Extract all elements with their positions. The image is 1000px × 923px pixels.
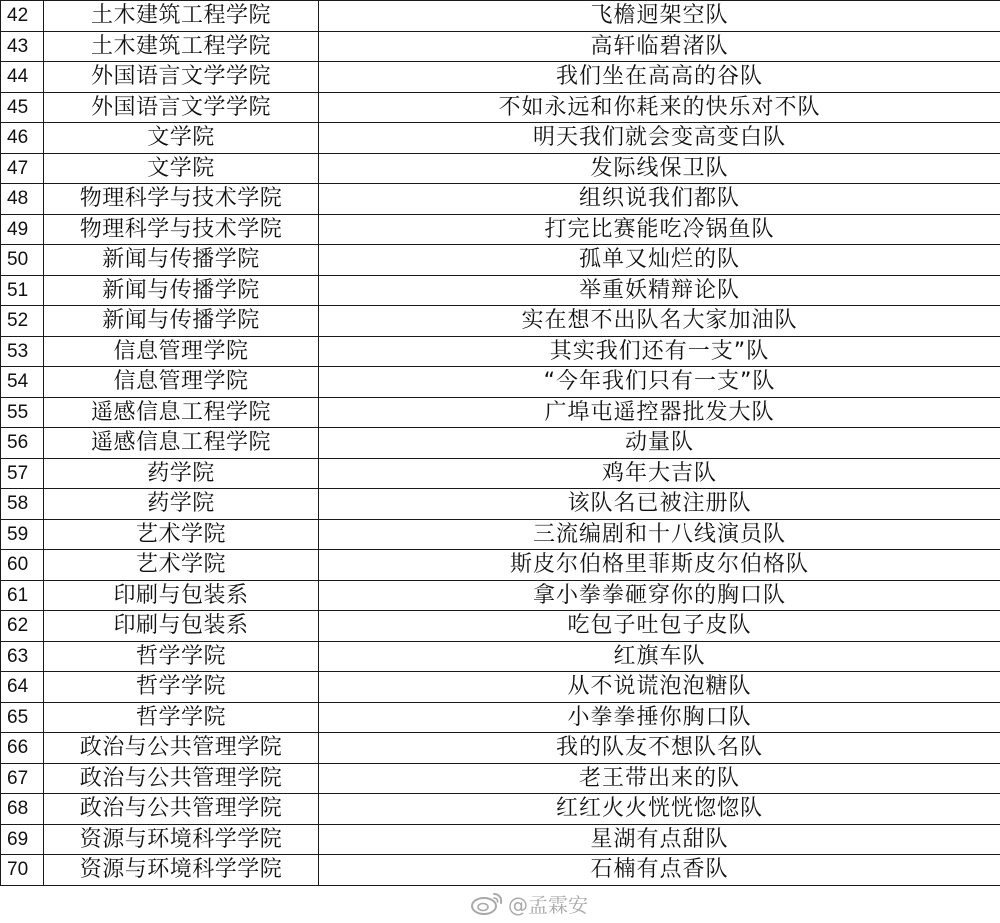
table-row [1, 519, 1000, 550]
college-cell: 遥感信息工程学院 [44, 428, 319, 459]
team-name-cell: 组织说我们都队 [319, 184, 1000, 215]
row-number-cell: 52 [1, 306, 44, 337]
college-cell: 土木建筑工程学院 [44, 1, 319, 32]
college-cell: 资源与环境科学学院 [44, 855, 319, 886]
row-number-cell: 48 [1, 184, 44, 215]
team-name-cell: 老王带出来的队 [319, 763, 1000, 794]
college-cell: 艺术学院 [44, 550, 319, 581]
row-number-cell: 57 [1, 458, 44, 489]
college-cell: 外国语言文学学院 [44, 92, 319, 123]
watermark [470, 888, 588, 918]
team-name-cell: 我的队友不想队名队 [319, 733, 1000, 764]
team-name-cell: 拿小拳拳砸穿你的胸口队 [319, 580, 1000, 611]
college-cell: 新闻与传播学院 [44, 245, 319, 276]
row-number-cell: 51 [1, 275, 44, 306]
row-number-cell: 67 [1, 763, 44, 794]
table-row [1, 672, 1000, 703]
team-name-cell: 明天我们就会变高变白队 [319, 123, 1000, 154]
row-number-cell: 65 [1, 702, 44, 733]
row-number-cell: 60 [1, 550, 44, 581]
college-cell: 哲学学院 [44, 702, 319, 733]
table-row [1, 123, 1000, 154]
table-row [1, 153, 1000, 184]
row-number-cell: 56 [1, 428, 44, 459]
college-cell: 新闻与传播学院 [44, 306, 319, 337]
team-name-cell: 石楠有点香队 [319, 855, 1000, 886]
table-row [1, 458, 1000, 489]
team-name-cell: 吃包子吐包子皮队 [319, 611, 1000, 642]
team-name-cell: 实在想不出队名大家加油队 [319, 306, 1000, 337]
row-number-cell: 49 [1, 214, 44, 245]
college-cell: 文学院 [44, 123, 319, 154]
table-row [1, 550, 1000, 581]
row-number-cell: 66 [1, 733, 44, 764]
table-row [1, 794, 1000, 825]
team-name-cell: 鸡年大吉队 [319, 458, 1000, 489]
team-name-cell: 飞檐迥架空队 [319, 1, 1000, 32]
table-row [1, 31, 1000, 62]
college-cell: 信息管理学院 [44, 367, 319, 398]
table-row [1, 428, 1000, 459]
watermark-text: @孟霖安 [508, 892, 588, 917]
college-cell: 政治与公共管理学院 [44, 733, 319, 764]
row-number-cell: 61 [1, 580, 44, 611]
college-cell: 文学院 [44, 153, 319, 184]
team-name-cell: 孤单又灿烂的队 [319, 245, 1000, 276]
row-number-cell: 43 [1, 31, 44, 62]
row-number-cell: 46 [1, 123, 44, 154]
table-row [1, 214, 1000, 245]
row-number-cell: 54 [1, 367, 44, 398]
row-number-cell: 55 [1, 397, 44, 428]
table-row [1, 855, 1000, 886]
row-number-cell: 42 [1, 1, 44, 32]
row-number-cell: 59 [1, 519, 44, 550]
college-cell: 物理科学与技术学院 [44, 214, 319, 245]
college-cell: 哲学学院 [44, 641, 319, 672]
table-row [1, 397, 1000, 428]
row-number-cell: 47 [1, 153, 44, 184]
team-name-cell: 小拳拳捶你胸口队 [319, 702, 1000, 733]
row-number-cell: 53 [1, 336, 44, 367]
team-name-cell: 动量队 [319, 428, 1000, 459]
college-cell: 印刷与包装系 [44, 611, 319, 642]
team-name-cell: 红红火火恍恍惚惚队 [319, 794, 1000, 825]
college-cell: 政治与公共管理学院 [44, 763, 319, 794]
college-cell: 资源与环境科学学院 [44, 824, 319, 855]
team-name-cell: 我们坐在高高的谷队 [319, 62, 1000, 93]
table-row [1, 489, 1000, 520]
college-cell: 土木建筑工程学院 [44, 31, 319, 62]
table-row [1, 245, 1000, 276]
team-name-cell: 举重妖精辩论队 [319, 275, 1000, 306]
row-number-cell: 63 [1, 641, 44, 672]
college-cell: 外国语言文学学院 [44, 62, 319, 93]
team-name-cell: 打完比赛能吃冷锅鱼队 [319, 214, 1000, 245]
team-name-cell: 广埠屯遥控器批发大队 [319, 397, 1000, 428]
college-cell: 新闻与传播学院 [44, 275, 319, 306]
row-number-cell: 69 [1, 824, 44, 855]
college-cell: 遥感信息工程学院 [44, 397, 319, 428]
college-cell: 政治与公共管理学院 [44, 794, 319, 825]
team-name-cell: “今年我们只有一支”队 [319, 367, 1000, 398]
table-row [1, 306, 1000, 337]
college-cell: 药学院 [44, 489, 319, 520]
table-row [1, 1, 1000, 32]
team-name-cell: 三流编剧和十八线演员队 [319, 519, 1000, 550]
row-number-cell: 44 [1, 62, 44, 93]
row-number-cell: 64 [1, 672, 44, 703]
college-cell: 艺术学院 [44, 519, 319, 550]
table-row [1, 733, 1000, 764]
weibo-logo-icon [470, 890, 504, 916]
team-name-cell: 从不说谎泡泡糖队 [319, 672, 1000, 703]
team-name-cell: 该队名已被注册队 [319, 489, 1000, 520]
team-name-cell: 不如永远和你耗来的快乐对不队 [319, 92, 1000, 123]
college-cell: 哲学学院 [44, 672, 319, 703]
row-number-cell: 62 [1, 611, 44, 642]
college-cell: 物理科学与技术学院 [44, 184, 319, 215]
team-name-cell: 发际线保卫队 [319, 153, 1000, 184]
college-cell: 印刷与包装系 [44, 580, 319, 611]
table-row [1, 580, 1000, 611]
table-row [1, 367, 1000, 398]
team-name-cell: 高轩临碧渚队 [319, 31, 1000, 62]
row-number-cell: 58 [1, 489, 44, 520]
team-name-cell: 红旗车队 [319, 641, 1000, 672]
table-row [1, 275, 1000, 306]
row-number-cell: 45 [1, 92, 44, 123]
row-number-cell: 68 [1, 794, 44, 825]
team-name-cell: 星湖有点甜队 [319, 824, 1000, 855]
table-row [1, 336, 1000, 367]
table-row [1, 824, 1000, 855]
team-name-cell: 其实我们还有一支”队 [319, 336, 1000, 367]
team-name-cell: 斯皮尔伯格里菲斯皮尔伯格队 [319, 550, 1000, 581]
table-row [1, 92, 1000, 123]
row-number-cell: 70 [1, 855, 44, 886]
table-row [1, 611, 1000, 642]
table-row [1, 184, 1000, 215]
table-body [1, 1, 1000, 886]
table-row [1, 641, 1000, 672]
table-row [1, 702, 1000, 733]
table-row [1, 763, 1000, 794]
row-number-cell: 50 [1, 245, 44, 276]
college-cell: 信息管理学院 [44, 336, 319, 367]
table-row [1, 62, 1000, 93]
college-cell: 药学院 [44, 458, 319, 489]
